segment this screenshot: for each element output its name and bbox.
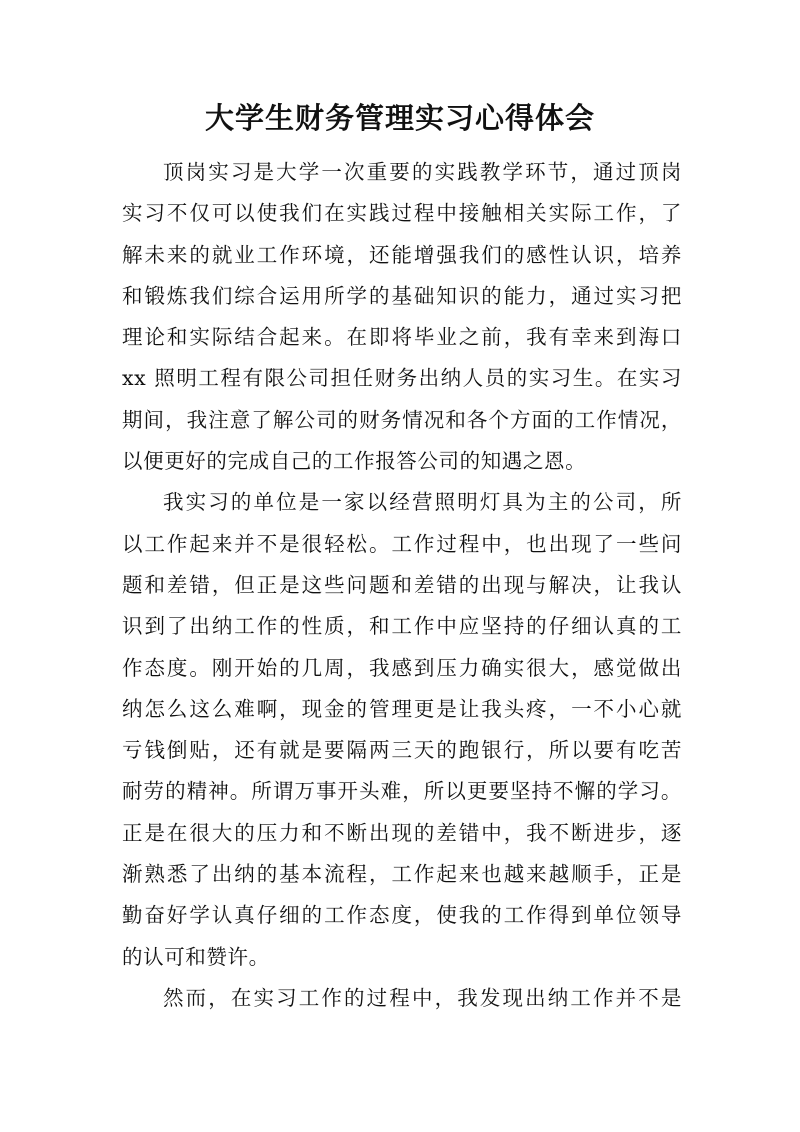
paragraph: [122, 978, 682, 1019]
text-line: 解未来的就业工作环境，还能增强我们的感性认识，培养: [122, 242, 682, 267]
text-line: 以工作起来并不是很轻松。工作过程中，也出现了一些问: [122, 531, 682, 556]
paragraph: [122, 152, 682, 482]
text-line: 亏钱倒贴，还有就是要隔两三天的跑银行，所以要有吃苦: [122, 738, 682, 763]
text-line: 理论和实际结合起来。在即将毕业之前，我有幸来到海口: [122, 325, 682, 350]
document-body: [122, 152, 682, 1019]
text-line: 我实习的单位是一家以经营照明灯具为主的公司，所: [163, 490, 682, 515]
text-line: 然而，在实习工作的过程中，我发现出纳工作并不是: [163, 985, 682, 1010]
text-line: 期间，我注意了解公司的财务情况和各个方面的工作情况，: [122, 407, 682, 432]
text-line: 作态度。刚开始的几周，我感到压力确实很大，感觉做出: [122, 655, 682, 680]
text-line: 正是在很大的压力和不断出现的差错中，我不断进步，逐: [122, 820, 682, 845]
text-line: 勤奋好学认真仔细的工作态度，使我的工作得到单位领导: [122, 903, 682, 928]
text-line: xx 照明工程有限公司担任财务出纳人员的实习生。在实习: [122, 366, 682, 391]
text-line: 和锻炼我们综合运用所学的基础知识的能力，通过实习把: [122, 283, 682, 308]
text-line: 题和差错，但正是这些问题和差错的出现与解决，让我认: [122, 572, 682, 597]
text-line: 的认可和赞许。: [122, 944, 270, 969]
text-line: 顶岗实习是大学一次重要的实践教学环节，通过顶岗: [163, 160, 682, 184]
text-line: 纳怎么这么难啊，现金的管理更是让我头疼，一不小心就: [122, 696, 682, 721]
text-line: 以便更好的完成自己的工作报答公司的知遇之恩。: [122, 449, 587, 474]
text-line: 渐熟悉了出纳的基本流程，工作起来也越来越顺手，正是: [122, 862, 682, 887]
text-line: 耐劳的精神。所谓万事开头难，所以更要坚持不懈的学习。: [122, 779, 682, 804]
paragraph: [122, 482, 682, 978]
document-title: 大学生财务管理实习心得体会: [204, 101, 595, 135]
text-line: 识到了出纳工作的性质，和工作中应坚持的仔细认真的工: [122, 614, 682, 639]
text-line: 实习不仅可以使我们在实践过程中接触相关实际工作，了: [122, 201, 682, 226]
